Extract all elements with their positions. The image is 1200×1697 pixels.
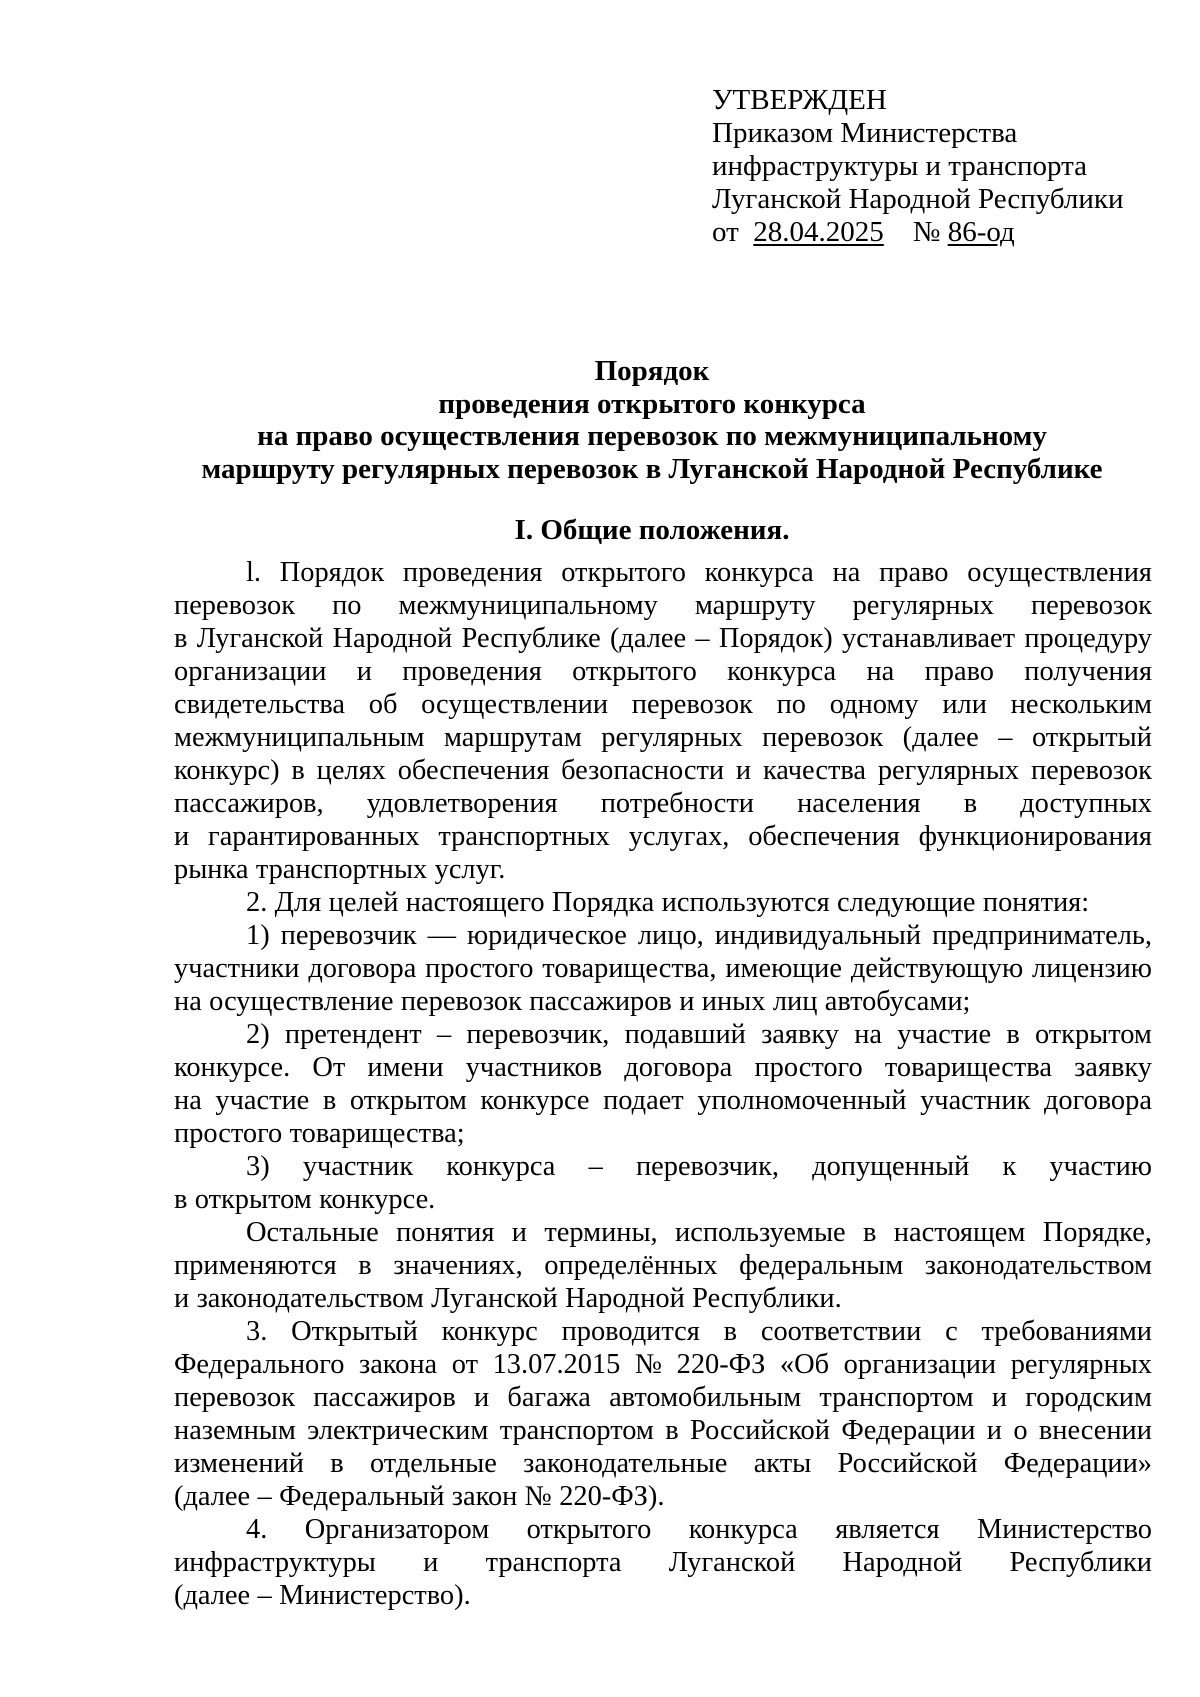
number-prefix: № [912, 216, 941, 248]
body-line: наземным электрическим транспортом в Российской Федерации и о внесении [174, 1415, 1152, 1446]
title-line-3: на право осуществления перевозок по межмуниципальному [257, 420, 1047, 452]
body-line: и гарантированных транспортных услугах, обеспечения функционирования [174, 821, 1152, 852]
body-line: на участие в открытом конкурсе подает уполномоченный участник договора [174, 1085, 1152, 1116]
body-line: пассажиров, удовлетворения потребности населения в доступных [174, 788, 1152, 819]
body-line: l. Порядок проведения открытого конкурса на право осуществления [246, 557, 1152, 588]
body-line: простого товарищества; [174, 1118, 465, 1149]
body-line: и законодательством Луганской Народной Республики. [174, 1283, 842, 1314]
approval-line-1: УТВЕРЖДЕН [712, 84, 887, 116]
body-line: (далее – Министерство). [174, 1580, 471, 1611]
body-line: 4. Организатором открытого конкурса является Министерство [246, 1514, 1152, 1545]
order-date: 28.04.2025 [753, 216, 884, 248]
body-line: (далее – Федеральный закон № 220-ФЗ). [174, 1481, 665, 1512]
body-line: 2. Для целей настоящего Порядка используются следующие понятия: [246, 887, 1090, 918]
body-line: применяются в значениях, определённых федеральным законодательством [174, 1250, 1152, 1281]
body-line: конкурс) в целях обеспечения безопасности и качества регулярных перевозок [174, 755, 1152, 786]
body-line: инфраструктуры и транспорта Луганской Народной Республики [174, 1547, 1152, 1578]
approval-line-4: Луганской Народной Республики [712, 183, 1124, 215]
body-line: межмуниципальным маршрутам регулярных перевозок (далее – открытый [174, 722, 1152, 753]
body-line: 1) перевозчик — юридическое лицо, индивидуальный предприниматель, [246, 920, 1152, 951]
body-line: рынка транспортных услуг. [174, 854, 506, 885]
approval-line-3: инфраструктуры и транспорта [712, 150, 1088, 182]
title-line-4: маршруту регулярных перевозок в Луганской Народной Республике [201, 452, 1103, 485]
section-title: I. Общие положения. [514, 514, 790, 546]
body-line: перевозок пассажиров и багажа автомобильным транспортом и городским [174, 1382, 1152, 1413]
body-line: организации и проведения открытого конкурса на право получения [174, 656, 1152, 687]
body-line: в Луганской Народной Республике (далее – Порядок) устанавливает процедуру [174, 623, 1152, 654]
document-title [170, 355, 1134, 485]
approval-date-line [712, 216, 1124, 249]
body-line: перевозок по межмуниципальному маршруту регулярных перевозок [174, 590, 1152, 621]
body-line: участники договора простого товарищества, имеющие действующую лицензию [174, 953, 1152, 984]
approval-line-2: Приказом Министерства [712, 117, 1018, 149]
body-line: 3. Открытый конкурс проводится в соответствии с требованиями [246, 1316, 1152, 1347]
body-line: в открытом конкурсе. [174, 1184, 436, 1215]
body-line: конкурсе. От имени участников договора простого товарищества заявку [174, 1052, 1152, 1083]
body-line: свидетельства об осуществлении перевозок по одному или нескольким [174, 689, 1152, 720]
title-line-1: Порядок [594, 355, 710, 387]
document-body [174, 556, 1152, 1612]
title-line-2: проведения открытого конкурса [438, 387, 866, 420]
order-number: 86-од [947, 216, 1015, 248]
body-line: изменений в отдельные законодательные акты Российской Федерации» [174, 1448, 1152, 1479]
body-line: 3) участник конкурса – перевозчик, допущенный к участию [246, 1151, 1152, 1182]
body-line: 2) претендент – перевозчик, подавший заявку на участие в открытом [246, 1019, 1152, 1050]
body-line: Федерального закона от 13.07.2015 № 220-ФЗ «Об организации регулярных [174, 1349, 1152, 1380]
body-line: на осуществление перевозок пассажиров и иных лиц автобусами; [174, 986, 971, 1017]
date-prefix: от [712, 216, 739, 248]
approval-stamp [712, 84, 1124, 249]
body-line: Остальные понятия и термины, используемые в настоящем Порядке, [246, 1217, 1152, 1248]
